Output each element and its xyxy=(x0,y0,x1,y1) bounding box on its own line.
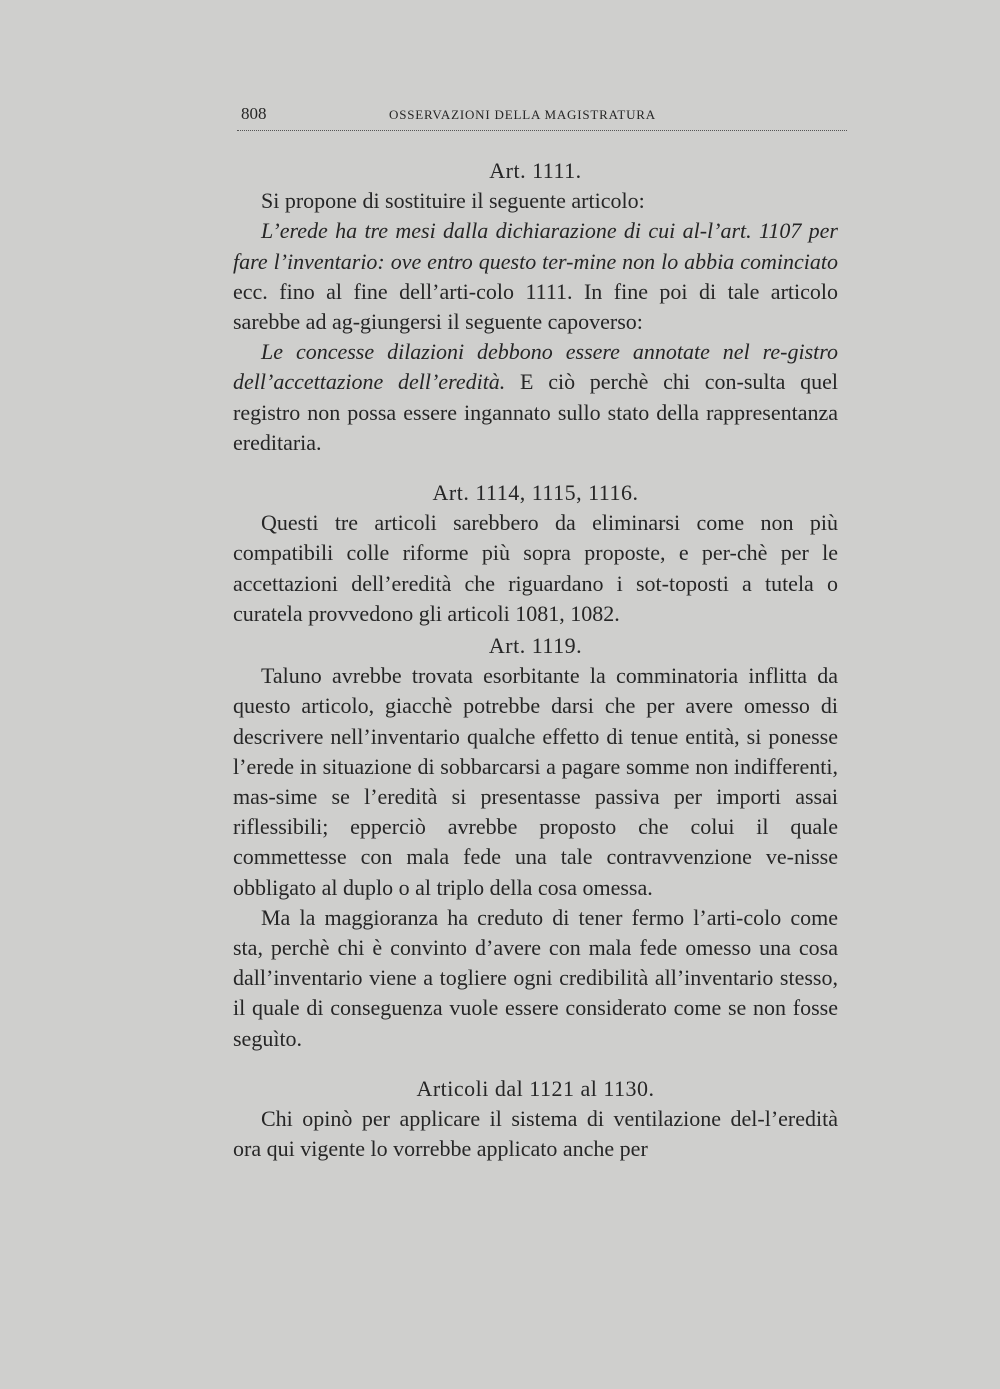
page-header xyxy=(237,104,847,131)
section-art-1119 xyxy=(233,631,838,1054)
section-heading: Art. 1114, 1115, 1116. xyxy=(432,480,639,506)
page-number: 808 xyxy=(241,104,267,123)
roman-text: ecc. fino al fine dell’arti-colo 1111. In fine poi di tale articolo sarebbe ad ag-giungersi il seguente capoverso: xyxy=(233,278,838,335)
italic-text: Le concesse dilazioni debbono essere annotate nel re-gistro dell’accettazione dell’eredità. xyxy=(233,339,838,395)
paragraph: Si propone di sostituire il seguente articolo: xyxy=(261,188,645,214)
section-heading: Art. 1119. xyxy=(488,633,583,659)
paragraph xyxy=(233,337,838,458)
paragraph: Taluno avrebbe trovata esorbitante la comminatoria inflitta da questo articolo, giacchè potrebbe darsi che per avere omesso di descrivere nell’inventario qualche effetto di tenue entità, si ponesse l’erede in situazione di sobbarcarsi a pagare somme non indifferenti, mas-sime se l’eredità si presentasse passiva per importi assai riflessibili; epperciò avrebbe proposto che colui il quale commettesse con mala fede una tale contravvenzione ve-nisse obbligato al duplo o al triplo della cosa omessa. xyxy=(233,663,838,900)
paragraph xyxy=(233,216,838,337)
running-head: OSSERVAZIONI DELLA MAGISTRATURA xyxy=(389,107,656,122)
section-heading: Art. 1111. xyxy=(489,158,582,183)
italic-text: L’erede ha tre mesi dalla dichiarazione di cui al-l’art. 1107 per fare l’inventario: ove entro questo ter-mine non lo abbia cominciato xyxy=(233,218,838,274)
section-art-1121-1130 xyxy=(233,1074,838,1165)
section-art-1114 xyxy=(233,478,838,629)
paragraph: Ma la maggioranza ha creduto di tener fermo l’arti-colo come sta, perchè chi è convinto d’avere con mala fede omesso una cosa dall’inventario viene a togliere ogni credibilità all’inventario stesso, il quale di conseguenza vuole essere considerato come se non fosse seguìto. xyxy=(233,904,838,1051)
section-art-1111 xyxy=(233,156,838,458)
section-heading: Articoli dal 1121 al 1130. xyxy=(416,1075,655,1101)
paragraph: Questi tre articoli sarebbero da eliminarsi come non più compatibili colle riforme più sopra proposte, e per-chè per le accettazioni dell’eredità che riguardano i sot-toposti a tutela o curatela provvedono gli articoli 1081, 1082. xyxy=(233,510,838,626)
page-body xyxy=(233,156,838,1165)
paragraph: Chi opinò per applicare il sistema di ventilazione del-l’eredità ora qui vigente lo vorrebbe applicato anche per xyxy=(233,1106,838,1162)
roman-text: E ciò perchè chi con-sulta quel registro non possa essere ingannato sullo stato della rappresentanza ereditaria. xyxy=(233,369,838,455)
